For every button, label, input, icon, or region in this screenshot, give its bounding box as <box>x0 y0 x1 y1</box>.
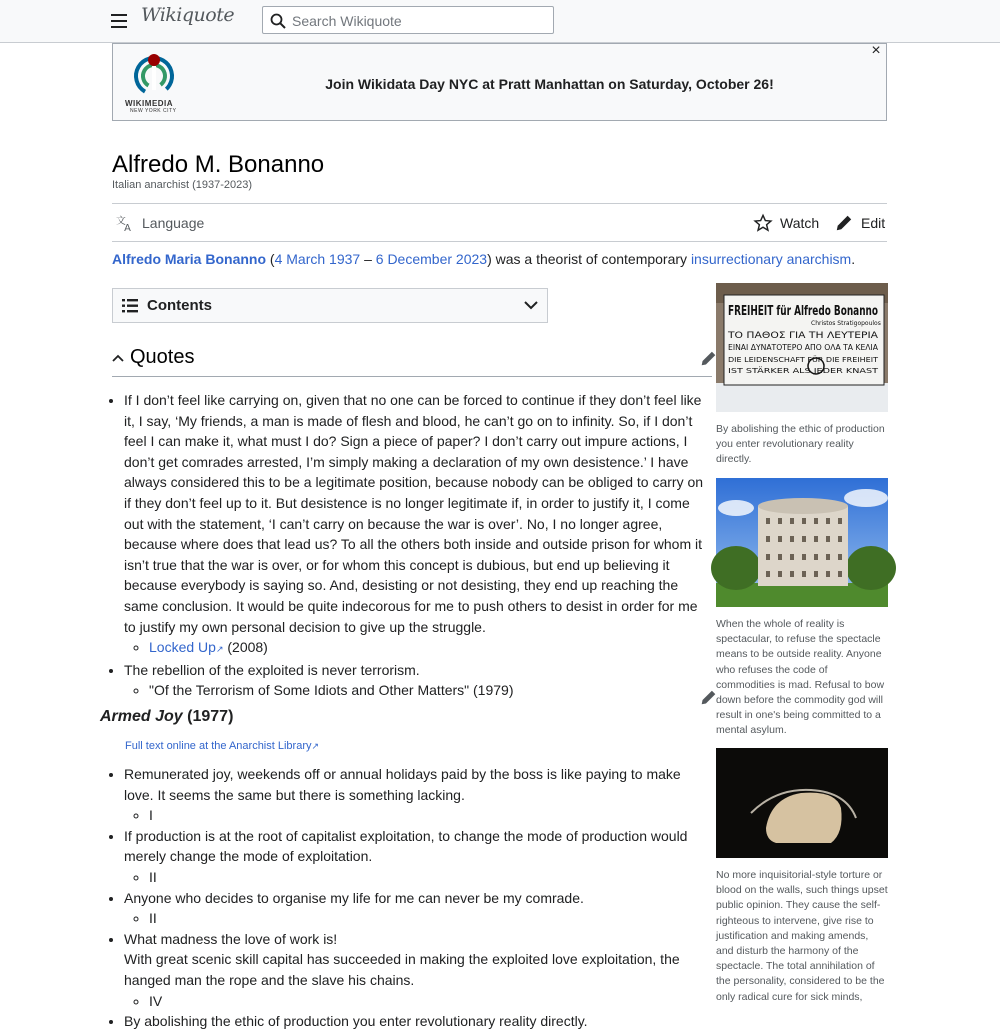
quote-item <box>124 390 712 660</box>
dark-object-image[interactable] <box>716 748 888 858</box>
full-text-note <box>125 736 712 757</box>
topic-link[interactable]: insurrectionary anarchism <box>690 251 852 267</box>
quote-source <box>149 637 712 660</box>
pencil-icon[interactable] <box>700 350 717 367</box>
svg-text:A: A <box>124 223 131 235</box>
language-icon <box>116 214 134 235</box>
lead-text: ( <box>269 251 275 267</box>
thumbnail-object <box>716 748 888 1005</box>
star-icon <box>754 214 772 232</box>
watch-button[interactable] <box>754 214 819 232</box>
birth-date-link[interactable]: 4 March 1937 <box>274 251 361 267</box>
list-icon <box>122 299 138 313</box>
banner-line: DIE LEIDENSCHAFT FÜR DIE FREIHEIT <box>728 356 860 364</box>
quote-source: ◦ "Of the Terrorism of Some Idiots and Other Matters" (1979) <box>149 680 712 701</box>
quote-text: What madness the love of work is! <box>124 930 338 947</box>
language-button[interactable] <box>116 214 205 235</box>
quote-text: If I don’t feel like carrying on, given that no one can be forced to continue if they don’t feel like it, I say, ‘My friends, a man is made of flesh and blood, he can’t go on to infinity. So, if I don’t feel I can make it, what must I do? Sign a piece of paper? I don’t carry out impure actions, I don’t get comrades arrested, I’m simply making a declaration of my own desistence.’ I have always considered this to be a legitimate position, because nobody can be obliged to carry on if they don’t feel up to it. But desistence is no longer legitimate if, in order to justify it, I come out with the statement, ‘I can’t carry on because the war is over’. No, I no longer agree, because where does that lead us? To all the others both inside and outside prison for whom it isn’t true that the war is over, or for whom this concept is dubious, but end up believing it because everybody is saying so. And, desisting or not desisting, they end up reaching the same conclusion. It would be quite indecorous for me to push others to desist in order for me to justify my own personal decision to give up the struggle. <box>124 392 704 635</box>
banner-line: ΤΟ ΠΑΘΟΣ ΓΙΑ ΤΗ ΛΕΥΤΕΡΙΑ <box>726 331 879 341</box>
page-tools <box>112 204 887 241</box>
work-title: Armed Joy <box>100 707 183 725</box>
edit-label: Edit <box>861 215 886 231</box>
death-date-link[interactable]: 6 December 2023 <box>375 251 488 267</box>
search-input[interactable] <box>290 10 544 32</box>
quote-text: With great scenic skill capital has succeeded in making the exploited love exploitation, the hanged man the rope and the slave his chains. <box>124 951 680 989</box>
quote-ref: ◦ II <box>149 908 712 929</box>
image-caption: When the whole of reality is spectacular, to refuse the spectacle means to be outside reality. Anyone who refuses the code of commodities is mad. Refusal to bow down before the commodity god will result in one's being committed to a mental asylum. <box>716 618 885 737</box>
banner-line: ΕΙΝΑΙ ΔΥΝΑΤΟΤΕΡΟ ΑΠΟ ΟΛΑ ΤΑ ΚΕΛΙΑ <box>728 343 879 352</box>
lead-text: . <box>851 251 856 267</box>
source-year: (2008) <box>227 639 268 656</box>
section-heading-quotes[interactable] <box>112 346 194 369</box>
full-text-link[interactable]: Full text online at the Anarchist Library <box>125 739 312 752</box>
top-bar <box>0 0 1000 43</box>
banner-message[interactable]: Join Wikidata Day NYC at Pratt Manhattan on Saturday, October 26! <box>325 76 774 92</box>
external-link-icon: ↗ <box>215 644 224 655</box>
close-icon[interactable]: × <box>871 42 881 59</box>
quotes-content <box>100 390 712 1032</box>
quote-ref: ◦ IV <box>149 991 712 1012</box>
section-divider <box>112 376 712 377</box>
site-notice-banner <box>112 43 887 121</box>
quote-text: The rebellion of the exploited is never terrorism. <box>124 661 420 678</box>
divider <box>112 241 887 242</box>
quote-ref: ◦ II <box>149 867 712 888</box>
quote-text: If production is at the root of capitalist exploitation, to change the mode of production would merely change the mode of exploitation. <box>124 827 688 865</box>
contents-toggle[interactable] <box>112 288 548 323</box>
language-label: Language <box>142 215 205 231</box>
banner-line: FREIHEIT für Alfredo Bonanno <box>728 304 879 319</box>
search-icon <box>270 13 286 29</box>
chevron-down-icon <box>524 301 538 310</box>
search-box[interactable] <box>262 6 554 34</box>
quote-item <box>124 826 712 888</box>
page-title: Alfredo M. Bonanno <box>112 151 325 178</box>
lead-text: – <box>360 251 376 267</box>
image-caption: By abolishing the ethic of production you enter revolutionary reality directly. <box>716 423 885 466</box>
thumbnail-banner-photo <box>716 283 888 468</box>
quote-item <box>124 929 712 1011</box>
work-year: (1977) <box>187 707 234 725</box>
protest-banner-image[interactable] <box>716 283 888 412</box>
external-link-icon: ↗ <box>311 740 320 751</box>
banner-org-name: WIKIMEDIA <box>125 99 174 108</box>
contents-label: Contents <box>147 297 212 314</box>
quote-text: Remunerated joy, weekends off or annual holidays paid by the boss is like paying to make love. It seems the same but there is something lacking. <box>124 766 681 803</box>
building-image[interactable] <box>716 478 888 607</box>
watch-label: Watch <box>780 215 820 231</box>
banner-line: IST STÄRKER ALS JEDER KNAST <box>728 367 838 375</box>
source-link[interactable]: Locked Up <box>149 639 216 656</box>
subject-name[interactable]: Alfredo Maria Bonanno <box>112 251 267 267</box>
menu-icon[interactable] <box>111 14 127 28</box>
site-logo[interactable]: Wikiquote <box>141 4 235 26</box>
edit-button[interactable] <box>835 214 885 232</box>
page-subtitle: Italian anarchist (1937-2023) <box>112 179 253 191</box>
lead-text: ) was a theorist of contemporary <box>487 251 691 267</box>
banner-org-city: NEW YORK CITY <box>130 108 177 114</box>
quote-item <box>124 1011 712 1032</box>
section-title: Quotes <box>130 346 195 368</box>
banner-line: Christos Stratigopoulos <box>811 320 881 327</box>
svg-text:文: 文 <box>116 215 126 227</box>
quote-item <box>124 764 712 826</box>
quote-text: By abolishing the ethic of production you enter revolutionary reality directly. <box>124 1013 588 1030</box>
chevron-up-icon <box>112 354 124 362</box>
quote-ref: ◦ I <box>149 805 712 826</box>
image-caption: No more inquisitorial-style torture or blood on the walls, such things upset public opinion. They cause the self-righteous to intervene, give rise to justification and making amends, and disturb the harmony of the spectacle. The total annihilation of the personality, considered to be the only radical cure for sick minds, <box>716 869 888 1003</box>
thumbnail-building <box>716 478 888 739</box>
pencil-icon[interactable] <box>700 689 717 706</box>
quote-item <box>124 660 712 701</box>
subsection-heading-armed-joy <box>100 707 712 728</box>
quote-text: Anyone who decides to organise my life for me can never be my comrade. <box>124 889 584 906</box>
pencil-icon <box>835 214 853 232</box>
quote-item <box>124 888 712 929</box>
lead-paragraph <box>112 249 892 269</box>
